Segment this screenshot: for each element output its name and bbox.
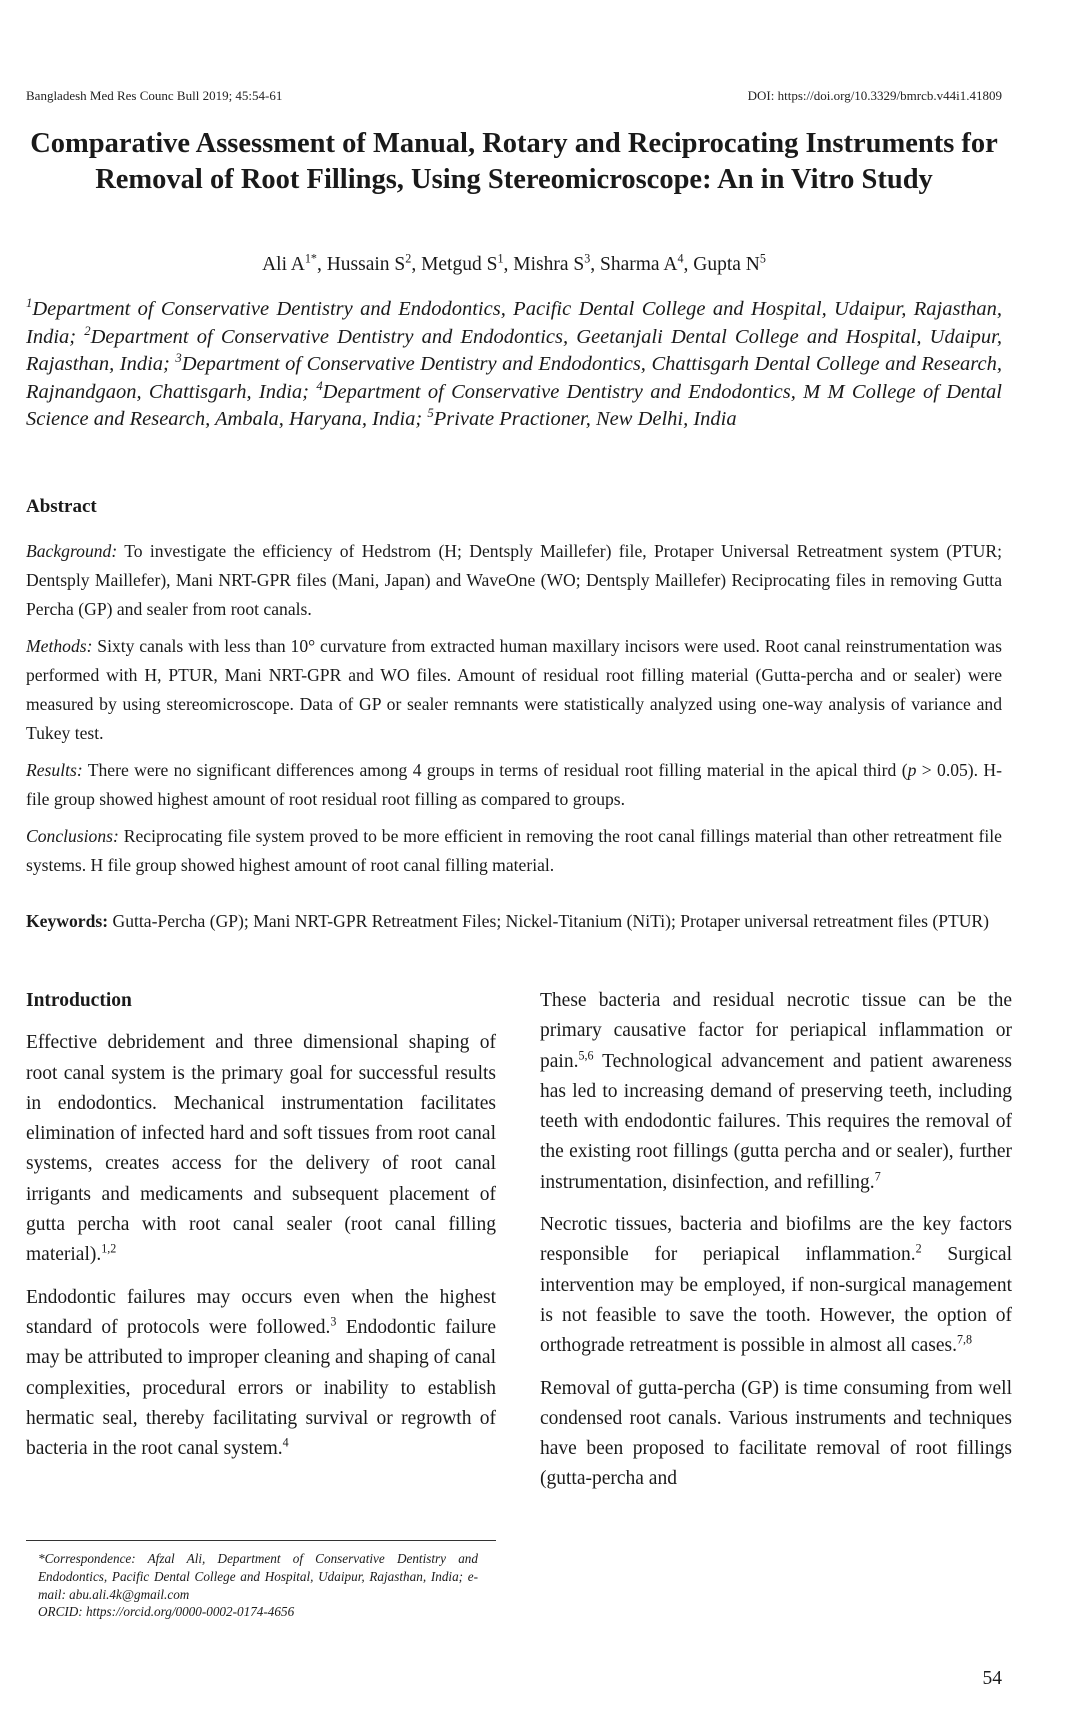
author-name: Mishra S [513,254,585,275]
author-name: Gupta N [693,254,760,275]
author-separator: , [683,254,694,275]
keywords-label: Keywords: [26,911,109,931]
author-affiliation-mark: 1* [304,251,317,266]
methods-text: Sixty canals with less than 10° curvature from extracted human maxillary incisors were used. Root canal reinstrumentation was performed with H, PTUR, Mani NRT-GPR and WO files. Amount of residual root filling material (Gutta-percha and or sealer) were measured by using stereomicroscope. Data of GP or sealer remnants were statistically analyzed using one-way analysis of variance and Tukey test. [26,636,1002,743]
affiliation-text: Department of Conservative Dentistry and Endodontics, Pacific Dental College and Hospital, Udaipur, Rajasthan, India; [26,298,1002,348]
paragraph [26,1283,496,1465]
paragraph [540,1374,1012,1495]
orcid-text[interactable]: ORCID: https://orcid.org/0000-0002-0174-4656 [38,1604,295,1620]
conclusions-label: Conclusions: [26,826,119,846]
paragraph-text: Technological advancement and patient awareness has led to increasing demand of preserving teeth, including teeth with endodontic failures. This requires the removal of the existing root fillings (gutta percha and or sealer), further instrumentation, disinfection, and refilling. [540,1050,1012,1193]
citation-mark: 4 [282,1435,289,1450]
abstract-background [26,537,1002,624]
citation-mark: 7,8 [956,1332,973,1347]
introduction-heading: Introduction [26,990,132,1011]
author-separator: , [411,254,422,275]
results-text-continued: > 0.05). H-file group showed highest amount of root residual root filling as compared to groups. [26,760,1002,809]
citation-mark: 7 [874,1169,881,1184]
author-affiliation-mark: 5 [759,251,766,266]
author-separator: , [316,254,327,275]
paragraph [540,1210,1012,1361]
author-affiliation-mark: 4 [677,251,684,266]
author-separator: , [503,254,514,275]
affiliation-text: Department of Conservative Dentistry and Endodontics, Geetanjali Dental College and Hospital, Udaipur, Rajasthan, India; [26,325,1002,375]
affiliation-mark: 4 [316,378,323,393]
methods-label: Methods: [26,636,93,656]
background-label: Background: [26,541,118,561]
abstract-heading: Abstract [26,496,97,517]
keywords [26,907,1002,936]
paragraph-text: Surgical intervention may be employed, if non-surgical management is not feasible to save the tooth. However, the option of orthograde retreatment is possible in almost all cases. [540,1244,1012,1357]
background-text: To investigate the efficiency of Hedstrom (H; Dentsply Maillefer) file, Protaper Universal Retreatment system (PTUR; Dentsply Maillefer), Mani NRT-GPR files (Mani, Japan) and WaveOne (WO; Dentsply Maillefer) Reciprocating files in removing Gutta Percha (GP) and sealer from root canals. [26,541,1002,619]
paragraph-text: Effective debridement and three dimensional shaping of root canal system is the primary goal for successful results in endodontics. Mechanical instrumentation facilitates elimination of infected hard and soft tissues from root canal systems, creates access for the delivery of root canal irrigants and medicaments and subsequent placement of gutta percha with root canal sealer (root canal filling material). [26,1032,496,1266]
footnote-divider [26,1540,496,1541]
keywords-text: Gutta-Percha (GP); Mani NRT-GPR Retreatment Files; Nickel-Titanium (NiTi); Protaper universal retreatment files (PTUR) [108,911,990,931]
body-column-right [540,986,1012,1507]
affiliation-mark: 2 [84,323,91,338]
citation-mark: 5,6 [578,1048,594,1063]
affiliation-mark: 3 [175,351,182,366]
affiliations [26,296,1002,434]
author-list [26,251,1002,276]
author-affiliation-mark: 1 [497,251,504,266]
affiliation-mark: 1 [26,296,33,311]
author-name: Sharma A [600,254,678,275]
abstract-body [26,537,1002,888]
affiliation-text: Private Practioner, New Delhi, India [433,408,737,430]
author-affiliation-mark: 3 [584,251,591,266]
doi-link[interactable]: DOI: https://doi.org/10.3329/bmrcb.v44i1.41809 [747,88,1002,103]
journal-citation: Bangladesh Med Res Counc Bull 2019; 45:54-61 [26,88,283,103]
paragraph [26,1028,496,1270]
author-separator: , [590,254,601,275]
conclusions-text: Reciprocating file system proved to be more efficient in removing the root canal fillings material than other retreatment file systems. H file group showed highest amount of root canal filling material. [26,826,1002,875]
citation-mark: 2 [915,1241,922,1256]
abstract-conclusions [26,822,1002,880]
author-name: Ali A [262,254,305,275]
author-name: Hussain S [326,254,406,275]
affiliation-text: Department of Conservative Dentistry and Endodontics, M M College of Dental Science and Research, Ambala, Haryana, India; [26,380,1002,430]
page-number: 54 [982,1668,1002,1689]
paragraph-text: Necrotic tissues, bacteria and biofilms are the key factors responsible for periapical inflammation. [540,1214,1012,1266]
paragraph-text: Endodontic failure may be attributed to improper cleaning and shaping of canal complexities, procedural errors or inability to establish hermatic seal, thereby facilitating survival or regrowth of bacteria in the root canal system. [26,1316,496,1460]
affiliation-mark: 5 [427,406,434,421]
article-title: Comparative Assessment of Manual, Rotary and Reciprocating Instruments for Removal of Root Fillings, Using Stereomicroscope: An in Vitro Study [30,128,998,195]
paragraph-text: Removal of gutta-percha (GP) is time consuming from well condensed root canals. Various instruments and techniques have been proposed to facilitate removal of root fillings (gutta-percha and [540,1377,1012,1490]
abstract-results [26,756,1002,814]
paragraph-text: These bacteria and residual necrotic tissue can be the primary causative factor for periapical inflammation or pain. [540,990,1012,1072]
citation-mark: 3 [330,1314,337,1329]
results-label: Results: [26,760,83,780]
paragraph [540,986,1012,1198]
abstract-methods [26,632,1002,748]
paragraph-text: Endodontic failures may occurs even when the highest standard of protocols were followed. [26,1286,496,1338]
author-name: Metgud S [421,254,498,275]
affiliation-text: Department of Conservative Dentistry and Endodontics, Chattisgarh Dental College and Research, Rajnandgaon, Chattisgarh, India; [26,353,1002,403]
author-affiliation-mark: 2 [405,251,412,266]
results-text: There were no significant differences among 4 groups in terms of residual root filling material in the apical third ( [82,760,908,780]
running-header [26,88,1002,104]
body-column-left [26,986,496,1476]
correspondence-footnote [38,1550,478,1621]
p-value-symbol: p [907,760,917,780]
correspondence-text: *Correspondence: Afzal Ali, Department of Conservative Dentistry and Endodontics, Pacific Dental College and Hospital, Udaipur, Rajasthan, India; e-mail: abu.ali.4k@gmail.com [38,1551,478,1602]
citation-mark: 1,2 [101,1241,117,1256]
